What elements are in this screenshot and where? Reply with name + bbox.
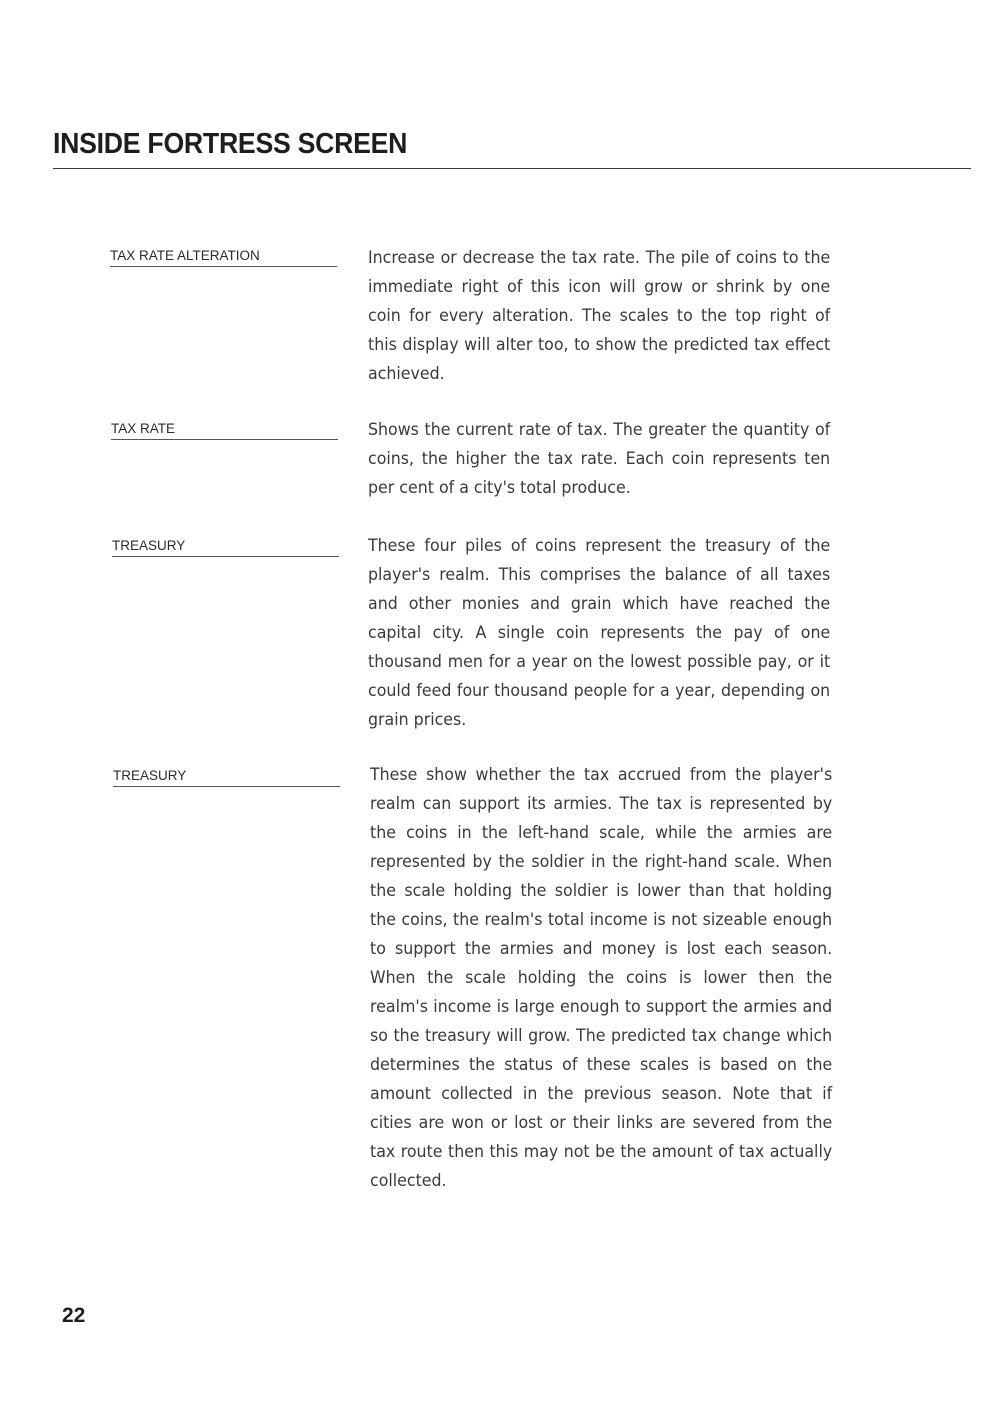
entry-label-tax-rate-alteration: TAX RATE ALTERATION (110, 248, 337, 267)
entry-text-tax-rate-alteration: Increase or decrease the tax rate. The pile of coins to the immediate right of this icon will grow or shrink by one coin for every alteration. The scales to the top right of this display will alter too, to show the predicted tax effect achieved. (368, 248, 831, 384)
entry-label-treasury: TREASURY (112, 538, 339, 557)
title-rule (53, 168, 971, 169)
page-number: 22 (62, 1304, 86, 1327)
page-title: INSIDE FORTRESS SCREEN (53, 128, 408, 160)
entry-label-treasury-scales: TREASURY (113, 768, 340, 787)
entry-text-treasury: These four piles of coins represent the treasury of the player's realm. This comprises the balance of all taxes and other monies and grain which have reached the capital city. A single coin represents the pay of one thousand men for a year on the lowest possible pay, or it could feed four thousand people for a year, depending on grain prices. (368, 536, 831, 730)
entry-text-treasury-scales: These show whether the tax accrued from the player's realm can support its armies. The tax is represented by the coins in the left-hand scale, while the armies are represented by the soldier in the right-hand scale. When the scale holding the soldier is lower than that holding the coins, the realm's total income is not sizeable enough to support the armies and money is lost each season. When the scale holding the coins is lower then the realm's income is large enough to support the armies and so the treasury will grow. The predicted tax change which determines the status of these scales is based on the amount collected in the previous season. Note that if cities are won or lost or their links are severed from the tax route then this may not be the amount of tax actually collected. (370, 765, 833, 1191)
entry-text-tax-rate: Shows the current rate of tax. The greater the quantity of coins, the higher the tax rate. Each coin represents ten per cent of a city's total produce. (368, 420, 831, 498)
entry-label-tax-rate: TAX RATE (111, 421, 338, 440)
